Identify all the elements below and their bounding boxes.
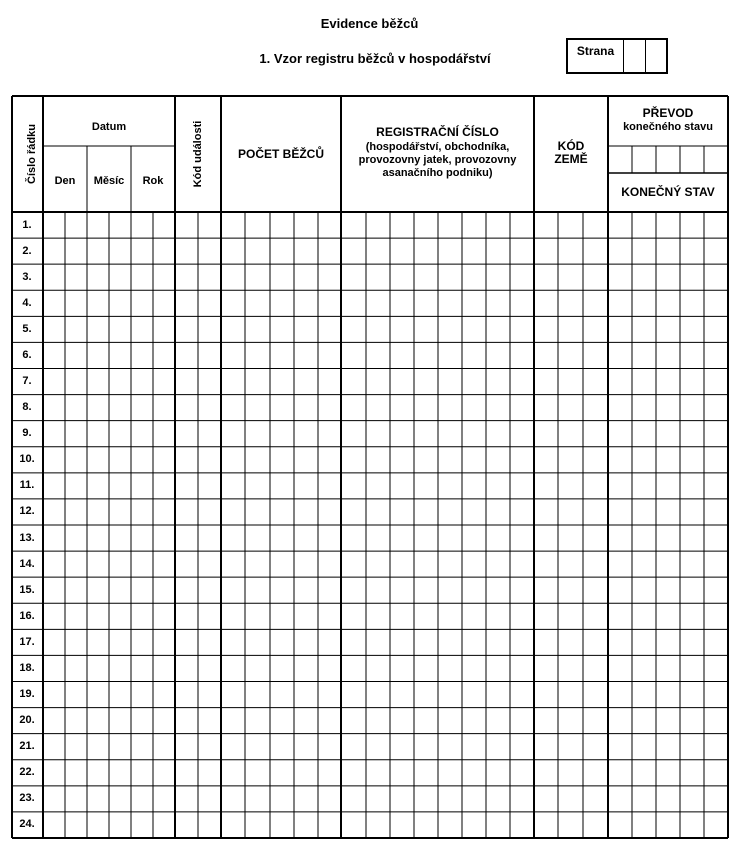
row-number: 12.: [19, 505, 35, 518]
transfer-header-line2: konečného stavu: [623, 121, 713, 133]
form-title: Evidence běžců: [320, 16, 419, 31]
row-number: 9.: [22, 427, 32, 440]
row-number: 24.: [19, 818, 35, 831]
year-header: Rok: [142, 175, 164, 187]
row-number: 13.: [19, 531, 35, 544]
row-number: 21.: [19, 740, 35, 753]
date-header: Datum: [91, 121, 127, 133]
event-code-header: Kód události: [192, 120, 204, 188]
row-number: 18.: [19, 661, 35, 674]
country-code-header-line1: KÓD: [557, 139, 585, 153]
row-number: 4.: [22, 296, 32, 309]
registration-number-line2: provozovny jatek, provozovny: [358, 154, 517, 166]
row-number: 11.: [19, 479, 35, 492]
form-subtitle: 1. Vzor registru běžců v hospodářství: [259, 51, 491, 66]
registration-number-header: REGISTRAČNÍ ČÍSLO: [376, 125, 499, 139]
row-number: 15.: [19, 583, 35, 596]
row-number: 19.: [19, 688, 35, 701]
row-number: 6.: [22, 348, 32, 361]
row-number: 17.: [19, 635, 35, 648]
country-code-header-line2: ZEMĚ: [554, 152, 588, 166]
month-header: Měsíc: [93, 175, 125, 187]
row-number: 20.: [19, 714, 35, 727]
registration-number-line1: (hospodářství, obchodníka,: [365, 141, 510, 153]
page-label: Strana: [568, 40, 624, 72]
final-state-header: KONEČNÝ STAV: [621, 185, 715, 199]
registration-number-line3: asanačního podniku): [382, 167, 493, 179]
row-number: 16.: [19, 609, 35, 622]
row-number: 8.: [22, 401, 32, 414]
row-number: 10.: [19, 453, 35, 466]
count-header: POČET BĚŽCŮ: [237, 147, 324, 161]
row-number: 3.: [22, 270, 32, 283]
row-number: 7.: [22, 375, 32, 388]
row-number-header: Číslo řádku: [26, 124, 38, 184]
row-number: 14.: [19, 557, 35, 570]
row-number: 2.: [22, 244, 32, 257]
row-number: 5.: [22, 322, 32, 335]
row-number: 22.: [19, 766, 35, 779]
row-number: 1.: [22, 218, 32, 231]
row-number: 23.: [19, 792, 35, 805]
day-header: Den: [54, 175, 76, 187]
transfer-header-line1: PŘEVOD: [642, 106, 694, 120]
